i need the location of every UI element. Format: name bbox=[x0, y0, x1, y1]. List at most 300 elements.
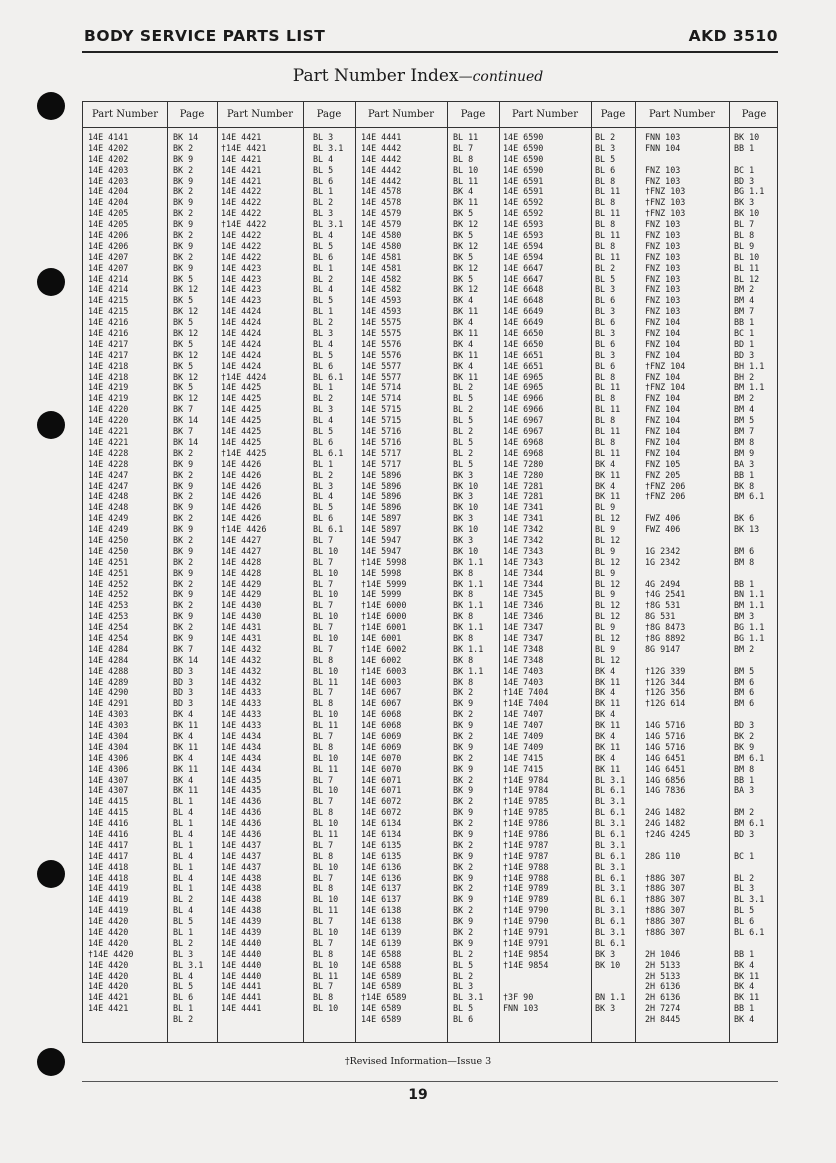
part-number-cell: 14E 4422 bbox=[221, 197, 262, 208]
part-number-cell: FNZ 104 bbox=[645, 447, 681, 458]
part-number-cell: 14E 4430 bbox=[221, 611, 262, 622]
part-number-cell: 14E 6965 bbox=[503, 382, 544, 393]
part-number-cell: 14E 4441 bbox=[221, 992, 262, 1003]
part-number-cell: 14E 7346 bbox=[503, 600, 544, 611]
part-number-cell: 14E 4432 bbox=[221, 643, 262, 654]
part-number-cell: 14E 6593 bbox=[503, 230, 544, 241]
page-ref-cell: BK 1.1 bbox=[453, 622, 484, 633]
page-ref-cell: BL 5 bbox=[734, 905, 755, 916]
page-ref-cell: BL 5 bbox=[453, 436, 474, 447]
page-ref-cell: BM 2 bbox=[734, 393, 755, 404]
page-ref-cell: BK 2 bbox=[173, 469, 194, 480]
col-header-part: Part Number bbox=[92, 109, 158, 120]
page-ref-cell: BK 1.1 bbox=[453, 578, 484, 589]
part-number-cell: 14E 6070 bbox=[361, 763, 402, 774]
part-number-cell: 14E 4582 bbox=[361, 284, 402, 295]
part-number-cell: 14E 4420 bbox=[88, 981, 129, 992]
page-ref-cell: BK 9 bbox=[453, 763, 474, 774]
page-ref-cell: BL 12 bbox=[595, 611, 621, 622]
page-ref-cell: BL 10 bbox=[313, 567, 339, 578]
page-ref-cell: BL 12 bbox=[595, 513, 621, 524]
part-number-cell: 14E 6592 bbox=[503, 208, 544, 219]
part-number-cell: 14E 4420 bbox=[88, 916, 129, 927]
part-number-cell: †14E 6000 bbox=[361, 600, 407, 611]
part-number-cell: 14E 5716 bbox=[361, 426, 402, 437]
part-number-cell: 14E 6648 bbox=[503, 295, 544, 306]
part-number-cell: 2H 5133 bbox=[645, 959, 681, 970]
page-ref-cell: BL 4 bbox=[173, 850, 194, 861]
part-number-cell: †14E 9789 bbox=[503, 894, 549, 905]
page-ref-cell: BH 1.1 bbox=[734, 360, 765, 371]
part-number-cell: 14E 4426 bbox=[221, 469, 262, 480]
part-number-cell: 14E 6594 bbox=[503, 240, 544, 251]
page-ref-cell: BK 9 bbox=[173, 502, 194, 513]
page-ref-cell: BK 9 bbox=[453, 829, 474, 839]
part-number-cell: †12G 344 bbox=[645, 676, 686, 687]
page-ref-cell: BL 3 bbox=[595, 306, 616, 317]
part-number-cell: 14G 7836 bbox=[645, 785, 686, 796]
part-number-cell: 8G 531 bbox=[645, 611, 676, 622]
part-number-cell: 14E 4425 bbox=[221, 426, 262, 437]
part-number-cell: 14E 6649 bbox=[503, 317, 544, 328]
part-number-cell: 14E 4307 bbox=[88, 785, 129, 796]
page-ref-cell: BK 2 bbox=[173, 230, 194, 241]
page-ref-cell: BK 13 bbox=[734, 524, 760, 535]
page-ref-cell: BK 9 bbox=[173, 524, 194, 535]
page-ref-cell: BK 2 bbox=[734, 730, 755, 741]
part-number-cell: 14E 4248 bbox=[88, 502, 129, 513]
part-number-cell: 14E 4249 bbox=[88, 524, 129, 535]
page-ref-cell: BL 9 bbox=[595, 545, 616, 556]
page-ref-cell: BL 12 bbox=[734, 273, 760, 284]
page-ref-cell: BL 5 bbox=[453, 415, 474, 426]
part-number-cell: 14E 6589 bbox=[361, 1003, 402, 1014]
part-number-cell: 14E 4219 bbox=[88, 382, 129, 393]
page-ref-cell: BL 5 bbox=[313, 295, 334, 306]
page-ref-cell: BL 2 bbox=[453, 404, 474, 415]
page-ref-cell: BL 7 bbox=[453, 142, 474, 153]
part-number-cell: 14E 4219 bbox=[88, 393, 129, 404]
page-ref-cell: BM 6 bbox=[734, 687, 755, 698]
part-number-column bbox=[221, 132, 266, 1014]
page-ref-cell: BL 3.1 bbox=[595, 883, 626, 894]
part-number-cell: 14E 6648 bbox=[503, 284, 544, 295]
column-divider bbox=[167, 102, 168, 1042]
binder-hole bbox=[37, 92, 65, 120]
page-ref-cell: BK 4 bbox=[595, 458, 616, 469]
part-number-cell: 14E 7344 bbox=[503, 578, 544, 589]
page-ref-cell: BB 1 bbox=[734, 774, 755, 785]
part-number-cell: 14E 4421 bbox=[88, 1003, 129, 1014]
part-number-cell: 14E 6002 bbox=[361, 654, 402, 665]
part-number-cell: 14E 6138 bbox=[361, 916, 402, 927]
part-number-cell: 14E 4424 bbox=[221, 306, 262, 317]
part-number-cell: 14E 4304 bbox=[88, 730, 129, 741]
page-ref-cell: BK 14 bbox=[173, 436, 199, 447]
part-number-cell: 2H 6136 bbox=[645, 981, 681, 992]
part-number-cell: †14E 4424 bbox=[221, 371, 267, 382]
page-ref-cell: BL 3 bbox=[313, 208, 334, 219]
page-ref-cell: BL 1 bbox=[173, 883, 194, 894]
part-number-cell: 14E 4419 bbox=[88, 905, 129, 916]
part-number-cell: 14G 6451 bbox=[645, 763, 686, 774]
page-ref-cell: BL 3 bbox=[313, 404, 334, 415]
part-number-cell: †14E 9787 bbox=[503, 839, 549, 850]
page-ref-cell: BL 3 bbox=[595, 349, 616, 360]
page-ref-cell: BL 12 bbox=[595, 600, 621, 611]
page-ref-cell: BK 11 bbox=[173, 785, 199, 796]
page-ref-cell: BK 9 bbox=[453, 850, 474, 861]
part-number-cell: FNZ 104 bbox=[645, 317, 681, 328]
page-ref-cell: BK 11 bbox=[595, 469, 621, 480]
part-number-cell: †FNZ 103 bbox=[645, 208, 686, 219]
page-ref-cell: BK 2 bbox=[453, 927, 474, 938]
page-ref-cell: BG 1.1 bbox=[734, 622, 765, 633]
page-ref-cell: BK 10 bbox=[453, 480, 479, 491]
page-ref-cell: BK 8 bbox=[453, 632, 474, 643]
page-ref-cell: BL 10 bbox=[313, 861, 339, 872]
page-ref-cell: BK 2 bbox=[453, 774, 474, 785]
part-number-cell: 14E 4582 bbox=[361, 273, 402, 284]
part-number-cell: 14E 4439 bbox=[221, 927, 262, 938]
page-ref-cell: BK 3 bbox=[453, 491, 474, 502]
part-number-cell: 14E 7403 bbox=[503, 665, 544, 676]
page-ref-cell: BL 1 bbox=[313, 458, 334, 469]
part-number-cell: 14E 4228 bbox=[88, 447, 129, 458]
page-ref-cell: BK 4 bbox=[734, 959, 755, 970]
part-number-cell: 14E 5575 bbox=[361, 317, 402, 328]
page-ref-cell: BK 4 bbox=[595, 665, 616, 676]
part-number-cell: 14E 6135 bbox=[361, 839, 402, 850]
part-number-cell: 14E 4250 bbox=[88, 534, 129, 545]
page-ref-cell: BL 9 bbox=[595, 643, 616, 654]
page-ref-cell: BK 1.1 bbox=[453, 643, 484, 654]
part-number-cell: 14E 6589 bbox=[361, 1014, 402, 1025]
part-number-cell: 14E 6137 bbox=[361, 883, 402, 894]
part-number-cell: 14E 4221 bbox=[88, 436, 129, 447]
page-ref-cell: BK 4 bbox=[453, 295, 474, 306]
part-number-cell: 14E 4578 bbox=[361, 197, 402, 208]
page-ref-cell: BL 3 bbox=[313, 132, 334, 142]
page-ref-cell: BD 3 bbox=[173, 687, 194, 698]
page-ref-cell: BL 1 bbox=[313, 262, 334, 273]
page-ref-cell: BL 10 bbox=[453, 164, 479, 175]
page-ref-cell: BL 5 bbox=[453, 393, 474, 404]
page-number: 19 bbox=[408, 1087, 428, 1103]
page-ref-cell: BK 11 bbox=[734, 992, 760, 1003]
page-ref-cell: BL 8 bbox=[313, 698, 334, 709]
part-number-cell: 14E 4427 bbox=[221, 534, 262, 545]
part-number-cell: 14E 4440 bbox=[221, 937, 262, 948]
page-ref-cell: BB 1 bbox=[734, 469, 755, 480]
part-number-cell: 14E 4291 bbox=[88, 698, 129, 709]
page-ref-cell: BM 8 bbox=[734, 556, 755, 567]
part-number-cell: 14E 4206 bbox=[88, 240, 129, 251]
page-ref-cell: BL 8 bbox=[313, 741, 334, 752]
page-ref-cell: BK 2 bbox=[173, 513, 194, 524]
page-ref-cell: BL 4 bbox=[173, 970, 194, 981]
page-ref-cell: BL 12 bbox=[595, 578, 621, 589]
page-ref-cell: BG 1.1 bbox=[734, 186, 765, 197]
page-ref-cell: BL 8 bbox=[313, 992, 334, 1003]
part-number-cell: †FNZ 103 bbox=[645, 197, 686, 208]
part-number-cell: 14E 5715 bbox=[361, 404, 402, 415]
page-ref-cell: BL 5 bbox=[173, 981, 194, 992]
page-ref-cell: BL 11 bbox=[313, 763, 339, 774]
page-ref-cell: BL 6 bbox=[313, 251, 334, 262]
part-number-cell: 14E 4441 bbox=[221, 1003, 262, 1014]
page-ref-cell: BL 3 bbox=[453, 981, 474, 992]
page-ref-cell: BK 4 bbox=[453, 360, 474, 371]
page-column bbox=[453, 132, 483, 1025]
page-ref-cell: BL 11 bbox=[595, 426, 621, 437]
page-ref-cell bbox=[734, 502, 764, 513]
page-ref-cell bbox=[734, 535, 764, 546]
part-number-cell: †14E 9790 bbox=[503, 905, 549, 916]
part-number-cell: †FNZ 104 bbox=[645, 382, 686, 393]
page-ref-cell: BK 2 bbox=[453, 839, 474, 850]
part-number-cell: 14E 4436 bbox=[221, 818, 262, 829]
page-ref-cell: BK 7 bbox=[173, 643, 194, 654]
page-ref-cell: BL 6 bbox=[595, 164, 616, 175]
part-number-cell: 14E 6588 bbox=[361, 959, 402, 970]
part-number-cell: 14E 4429 bbox=[221, 578, 262, 589]
page-ref-cell: BL 8 bbox=[453, 153, 474, 164]
page-ref-cell: BL 7 bbox=[313, 937, 334, 948]
page-ref-cell: BK 2 bbox=[453, 861, 474, 872]
col-header-page: Page bbox=[741, 109, 767, 120]
page-ref-cell: BK 5 bbox=[173, 295, 194, 306]
page-ref-cell: BL 4 bbox=[173, 905, 194, 916]
part-number-cell: 14E 5576 bbox=[361, 349, 402, 360]
part-number-cell: 14E 4416 bbox=[88, 818, 129, 829]
part-number-cell: 14E 4433 bbox=[221, 709, 262, 720]
part-number-cell: 14E 6138 bbox=[361, 905, 402, 916]
part-number-cell: 14E 4420 bbox=[88, 937, 129, 948]
part-number-cell: 14E 4203 bbox=[88, 175, 129, 186]
page-ref-cell: BK 2 bbox=[453, 818, 474, 829]
page-ref-cell: BL 1 bbox=[173, 927, 194, 938]
part-number-cell: 2H 6136 bbox=[645, 992, 681, 1003]
part-number-cell: 14E 4417 bbox=[88, 850, 129, 861]
page-ref-cell: BL 3 bbox=[313, 328, 334, 339]
part-number-cell: FNZ 104 bbox=[645, 436, 681, 447]
column-divider bbox=[591, 102, 592, 1042]
page-ref-cell: BK 3 bbox=[453, 513, 474, 524]
page-ref-cell: BL 11 bbox=[595, 208, 621, 219]
part-number-cell: 14E 6134 bbox=[361, 829, 402, 839]
page-ref-cell: BK 4 bbox=[453, 186, 474, 197]
part-number-cell: 14E 4580 bbox=[361, 230, 402, 241]
part-number-cell bbox=[645, 796, 690, 807]
page-ref-cell: BL 7 bbox=[734, 219, 755, 230]
part-number-cell: 14E 4141 bbox=[88, 132, 129, 142]
part-number-cell: 14E 6071 bbox=[361, 774, 402, 785]
page-ref-cell: BL 11 bbox=[595, 251, 621, 262]
part-number-cell: 14E 4288 bbox=[88, 665, 129, 676]
part-number-cell: †88G 307 bbox=[645, 916, 686, 927]
page-ref-cell: BL 1 bbox=[173, 839, 194, 850]
part-number-cell: 14E 4253 bbox=[88, 600, 129, 611]
part-number-cell: 14E 6589 bbox=[361, 970, 402, 981]
page-ref-cell: BK 12 bbox=[173, 328, 199, 339]
page-ref-cell: BD 3 bbox=[173, 665, 194, 676]
part-number-cell: †14E 5998 bbox=[361, 556, 407, 567]
part-number-cell: 14E 7345 bbox=[503, 589, 544, 600]
page-ref-cell: BM 6 bbox=[734, 698, 755, 709]
page-ref-cell: BL 11 bbox=[453, 132, 479, 142]
page-ref-cell: BL 5 bbox=[173, 916, 194, 927]
page-ref-cell: BD 3 bbox=[734, 720, 755, 731]
part-number-cell: 4G 2494 bbox=[645, 578, 681, 589]
part-number-cell bbox=[645, 568, 690, 579]
part-number-cell: †24G 4245 bbox=[645, 829, 691, 839]
part-number-cell: 14E 4423 bbox=[221, 284, 262, 295]
part-number-cell: 14E 4424 bbox=[221, 317, 262, 328]
part-number-cell: FNZ 103 bbox=[645, 251, 681, 262]
part-number-cell: 14E 5896 bbox=[361, 469, 402, 480]
page-ref-cell: BL 6.1 bbox=[595, 937, 626, 948]
header-code: AKD 3510 bbox=[688, 27, 778, 45]
part-number-cell: 14E 4426 bbox=[221, 458, 262, 469]
part-number-cell: †FNZ 206 bbox=[645, 491, 686, 502]
part-number-cell: †14E 9784 bbox=[503, 785, 549, 796]
page-ref-cell: BL 4 bbox=[313, 230, 334, 241]
page-ref-cell: BL 1 bbox=[313, 186, 334, 197]
part-number-cell: 14E 4203 bbox=[88, 164, 129, 175]
page-ref-cell: BL 6.1 bbox=[313, 371, 344, 382]
part-number-cell: 14E 4436 bbox=[221, 796, 262, 807]
part-number-cell: †14E 9791 bbox=[503, 937, 549, 948]
part-number-cell: 14E 4440 bbox=[221, 948, 262, 959]
page-ref-cell: BK 1.1 bbox=[453, 665, 484, 676]
part-number-cell: 14E 4426 bbox=[221, 491, 262, 502]
page-ref-cell: BL 7 bbox=[313, 730, 334, 741]
part-number-cell: 14E 7342 bbox=[503, 534, 544, 545]
page-ref-cell: BL 2 bbox=[595, 132, 616, 142]
part-number-cell: †14E 9791 bbox=[503, 927, 549, 938]
part-number-cell: 14E 4593 bbox=[361, 295, 402, 306]
part-number-cell: 14E 6003 bbox=[361, 676, 402, 687]
part-number-cell: 14E 7347 bbox=[503, 622, 544, 633]
page-ref-cell: BL 7 bbox=[313, 643, 334, 654]
page-ref-cell bbox=[734, 709, 764, 720]
part-number-cell: 14E 7407 bbox=[503, 709, 544, 720]
part-number-cell: 14E 6967 bbox=[503, 426, 544, 437]
column-divider bbox=[447, 102, 448, 1042]
page-ref-cell: BM 9 bbox=[734, 447, 755, 458]
page-ref-cell: BK 9 bbox=[453, 937, 474, 948]
page-ref-cell: BL 6 bbox=[595, 317, 616, 328]
part-number-cell: 14E 7342 bbox=[503, 524, 544, 535]
col-header-page: Page bbox=[460, 109, 486, 120]
page-ref-cell: BD 1 bbox=[734, 338, 755, 349]
part-number-cell: 14E 4581 bbox=[361, 262, 402, 273]
title-sub: —continued bbox=[458, 69, 544, 85]
part-number-cell: †88G 307 bbox=[645, 905, 686, 916]
page-ref-cell: BM 2 bbox=[734, 643, 755, 654]
part-number-cell: 14E 6650 bbox=[503, 338, 544, 349]
page-ref-cell: BL 10 bbox=[313, 959, 339, 970]
part-number-cell bbox=[645, 840, 690, 851]
part-number-cell: 14E 4221 bbox=[88, 426, 129, 437]
part-number-cell: FNZ 104 bbox=[645, 371, 681, 382]
page-ref-cell: BL 9 bbox=[595, 502, 616, 513]
page-ref-cell: BL 6.1 bbox=[734, 927, 765, 938]
part-number-cell: 14E 4442 bbox=[361, 164, 402, 175]
page-ref-cell: BK 12 bbox=[173, 393, 199, 404]
part-number-cell: †14E 4420 bbox=[88, 948, 134, 959]
page-ref-cell: BK 12 bbox=[173, 349, 199, 360]
part-number-cell: 14E 6072 bbox=[361, 796, 402, 807]
part-number-cell: 14E 7341 bbox=[503, 502, 544, 513]
part-number-cell: 14E 4434 bbox=[221, 730, 262, 741]
part-index-table bbox=[82, 101, 778, 1043]
page-ref-cell: BK 9 bbox=[453, 872, 474, 883]
page-ref-cell: BB 1 bbox=[734, 578, 755, 589]
part-number-cell: 14E 4442 bbox=[361, 175, 402, 186]
page-ref-cell: BL 3.1 bbox=[595, 796, 626, 807]
column-divider bbox=[635, 102, 636, 1042]
part-number-cell: 14E 7344 bbox=[503, 567, 544, 578]
page-ref-cell: BK 2 bbox=[173, 164, 194, 175]
page-ref-cell: BK 2 bbox=[173, 534, 194, 545]
page-ref-cell: BK 14 bbox=[173, 654, 199, 665]
part-number-cell: 14E 4216 bbox=[88, 328, 129, 339]
part-number-cell: 14E 4420 bbox=[88, 970, 129, 981]
page-ref-cell: BL 1 bbox=[173, 861, 194, 872]
page-ref-cell: BK 2 bbox=[173, 491, 194, 502]
part-number-cell: 14E 4251 bbox=[88, 556, 129, 567]
part-number-cell: 14E 4432 bbox=[221, 654, 262, 665]
page-ref-cell: BK 4 bbox=[173, 752, 194, 763]
part-number-cell: 14E 4421 bbox=[221, 153, 262, 164]
part-number-cell: †14E 7404 bbox=[503, 698, 549, 709]
part-number-cell: 1G 2342 bbox=[645, 556, 681, 567]
part-number-cell: FWZ 406 bbox=[645, 524, 681, 535]
page-ref-cell: BL 9 bbox=[595, 524, 616, 535]
page-ref-cell: BM 8 bbox=[734, 763, 755, 774]
part-number-cell: 14E 5998 bbox=[361, 567, 402, 578]
page-ref-cell: BK 4 bbox=[595, 480, 616, 491]
page-ref-cell: BK 5 bbox=[173, 360, 194, 371]
page-ref-cell: BL 6 bbox=[595, 295, 616, 306]
part-number-cell: 14E 7280 bbox=[503, 469, 544, 480]
page-ref-cell: BL 1 bbox=[173, 1003, 194, 1014]
page-ref-cell: BK 9 bbox=[453, 894, 474, 905]
part-number-cell: 14E 5575 bbox=[361, 328, 402, 339]
part-number-cell: 14E 4228 bbox=[88, 458, 129, 469]
page-ref-cell: BL 2 bbox=[313, 317, 334, 328]
page-ref-cell: BK 9 bbox=[173, 240, 194, 251]
page-ref-cell: BL 8 bbox=[595, 197, 616, 208]
part-number-cell: †14E 4426 bbox=[221, 524, 267, 535]
part-number-cell: 14E 4204 bbox=[88, 197, 129, 208]
page-ref-cell: BK 4 bbox=[173, 774, 194, 785]
page-ref-cell: BN 1.1 bbox=[595, 992, 626, 1003]
page-ref-cell: BL 6 bbox=[734, 916, 755, 927]
part-number-cell: 14E 6594 bbox=[503, 251, 544, 262]
part-number-cell: 14E 4217 bbox=[88, 349, 129, 360]
part-number-cell bbox=[645, 862, 690, 873]
part-number-cell: 14E 6069 bbox=[361, 730, 402, 741]
part-number-cell: 2H 1046 bbox=[645, 948, 681, 959]
page-ref-cell: BL 4 bbox=[313, 284, 334, 295]
page-ref-cell: BL 6.1 bbox=[595, 829, 626, 839]
page-ref-cell: BK 5 bbox=[173, 382, 194, 393]
part-number-cell: 14E 6001 bbox=[361, 632, 402, 643]
page-ref-cell: BL 11 bbox=[313, 829, 339, 839]
